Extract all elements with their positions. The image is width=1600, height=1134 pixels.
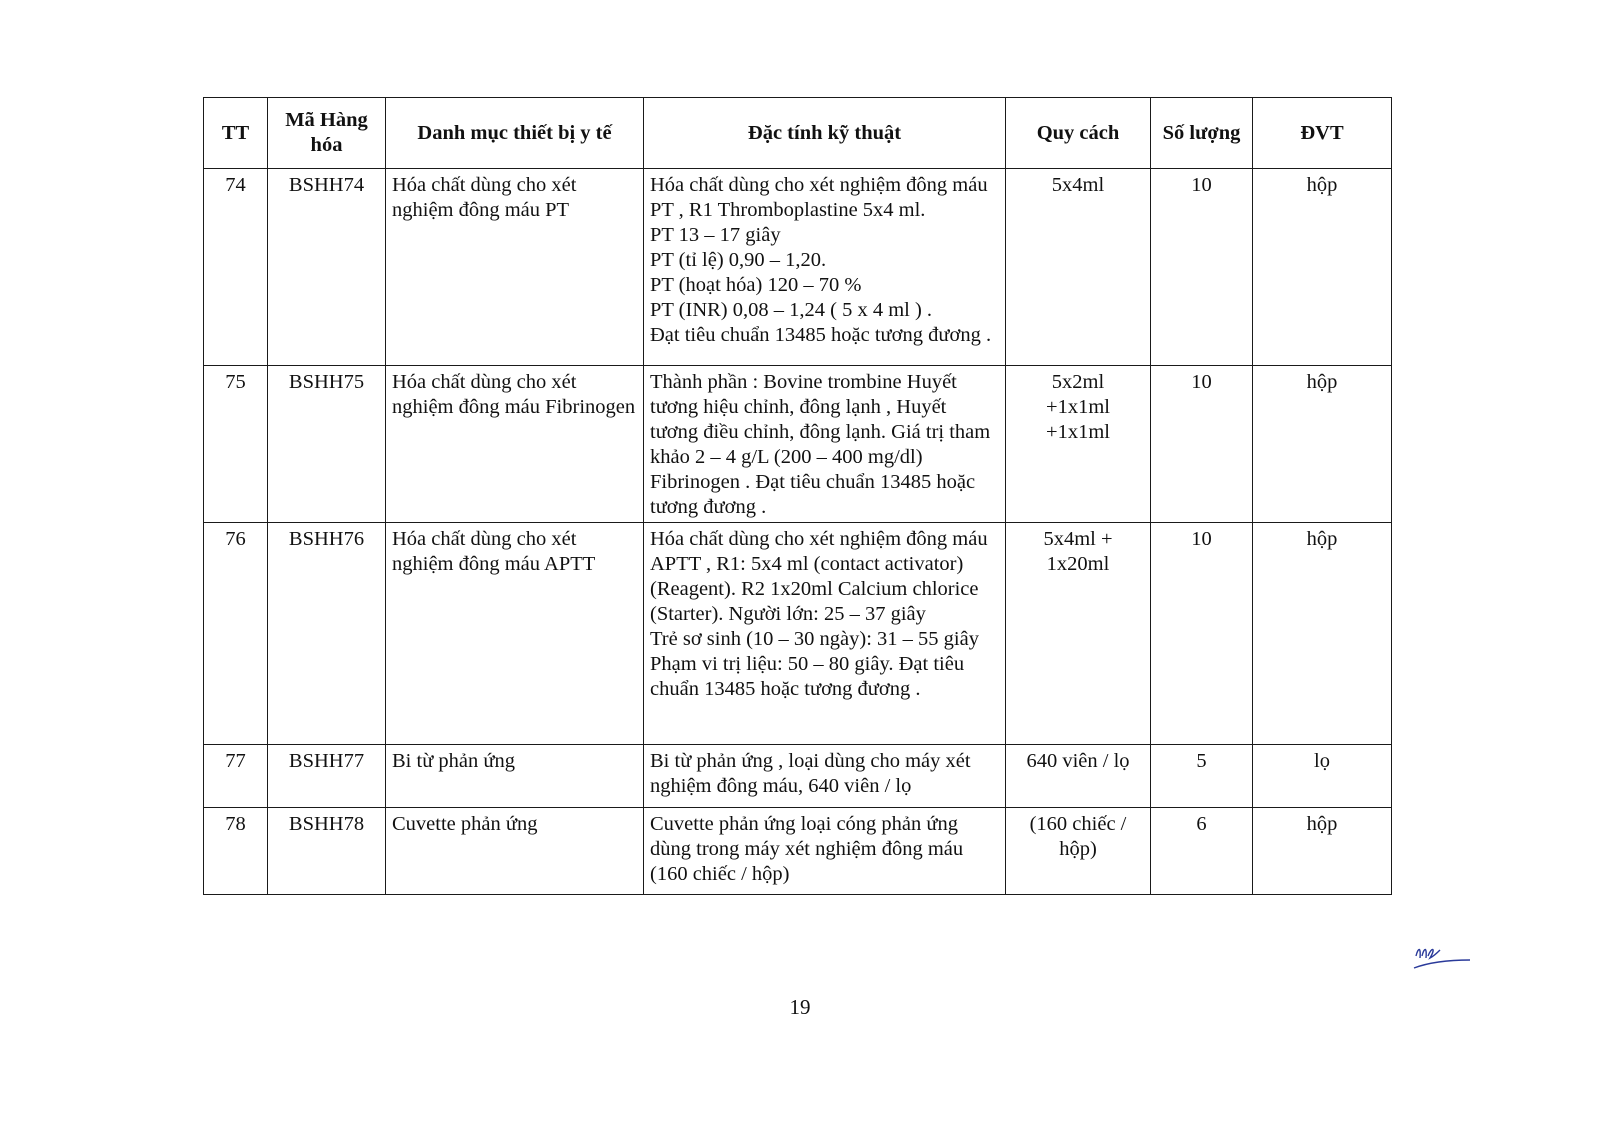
table-row: [204, 808, 1392, 895]
cell-name: Cuvette phản ứng: [386, 808, 644, 895]
cell-unit: hộp: [1253, 523, 1392, 745]
signature-initials-mark: [1412, 938, 1472, 974]
cell-code: BSHH75: [268, 366, 386, 523]
cell-qty: 10: [1151, 169, 1253, 366]
cell-qty: 5: [1151, 745, 1253, 808]
cell-pack: 5x4ml: [1006, 169, 1151, 366]
cell-spec: [644, 523, 1006, 745]
header-qty: Số lượng: [1151, 98, 1253, 169]
header-spec: Đặc tính kỹ thuật: [644, 98, 1006, 169]
pack-line: +1x1ml: [1046, 421, 1110, 443]
spec-line: Bi từ phản ứng , loại dùng cho máy xét nghiệm đông máu, 640 viên / lọ: [650, 750, 971, 797]
cell-unit: hộp: [1253, 169, 1392, 366]
spec-line: Đạt tiêu chuẩn 13485 hoặc tương đương .: [650, 324, 992, 346]
cell-name: Hóa chất dùng cho xét nghiệm đông máu APTT: [386, 523, 644, 745]
cell-pack: [1006, 366, 1151, 523]
spec-line: Cuvette phản ứng loại cóng phản ứng dùng trong máy xét nghiệm đông máu (160 chiếc / hộp): [650, 813, 964, 885]
pack-line: hộp): [1059, 838, 1097, 860]
header-tt: TT: [204, 98, 268, 169]
cell-qty: 10: [1151, 523, 1253, 745]
cell-spec: [644, 366, 1006, 523]
cell-pack: [1006, 745, 1151, 808]
cell-unit: hộp: [1253, 808, 1392, 895]
header-name: Danh mục thiết bị y tế: [386, 98, 644, 169]
spec-line: Thành phần : Bovine trombine Huyết tương hiệu chỉnh, đông lạnh , Huyết tương điều chỉnh, đông lạnh. Giá trị tham khảo 2 – 4 g/L (200 – 400 mg/dl) Fibrinogen . Đạt tiêu chuẩn 13485 hoặc tương đương .: [650, 371, 991, 518]
pack-line: 1x20ml: [1046, 553, 1110, 575]
cell-name: Hóa chất dùng cho xét nghiệm đông máu PT: [386, 169, 644, 366]
spec-line: Phạm vi trị liệu: 50 – 80 giây. Đạt tiêu chuẩn 13485 hoặc tương đương .: [650, 653, 965, 700]
cell-spec: [644, 808, 1006, 895]
spec-line: PT (tỉ lệ) 0,90 – 1,20.: [650, 249, 827, 271]
pack-line: 640 viên / lọ: [1026, 750, 1130, 772]
pack-line: (160 chiếc /: [1029, 813, 1127, 835]
spec-line: PT 13 – 17 giây: [650, 224, 781, 246]
cell-code: BSHH76: [268, 523, 386, 745]
table-row: [204, 169, 1392, 366]
cell-code: BSHH74: [268, 169, 386, 366]
cell-tt: 75: [204, 366, 268, 523]
cell-pack: [1006, 808, 1151, 895]
cell-spec: [644, 169, 1006, 366]
pack-line: +1x1ml: [1046, 396, 1110, 418]
spec-line: Hóa chất dùng cho xét nghiệm đông máu APTT , R1: 5x4 ml (contact activator) (Reagent). R2 1x20ml Calcium chlorice (Starter). Người lớn: 25 – 37 giây: [650, 528, 988, 625]
cell-name: Hóa chất dùng cho xét nghiệm đông máu Fibrinogen: [386, 366, 644, 523]
table-row: [204, 523, 1392, 745]
cell-unit: hộp: [1253, 366, 1392, 523]
cell-code: BSHH77: [268, 745, 386, 808]
cell-tt: 78: [204, 808, 268, 895]
table-header-row: [204, 98, 1392, 169]
spec-line: Trẻ sơ sinh (10 – 30 ngày): 31 – 55 giây: [650, 628, 979, 650]
spec-line: PT (hoạt hóa) 120 – 70 %: [650, 274, 862, 296]
table-row: [204, 366, 1392, 523]
cell-tt: 76: [204, 523, 268, 745]
header-code: Mã Hàng hóa: [268, 98, 386, 169]
cell-spec: [644, 745, 1006, 808]
cell-code: BSHH78: [268, 808, 386, 895]
header-pack: Quy cách: [1006, 98, 1151, 169]
cell-pack: [1006, 523, 1151, 745]
cell-name: Bi từ phản ứng: [386, 745, 644, 808]
cell-tt: 77: [204, 745, 268, 808]
equipment-table: [203, 97, 1392, 895]
cell-qty: 10: [1151, 366, 1253, 523]
page-number: 19: [789, 995, 811, 1019]
cell-tt: 74: [204, 169, 268, 366]
table-row: [204, 745, 1392, 808]
header-unit: ĐVT: [1253, 98, 1392, 169]
cell-qty: 6: [1151, 808, 1253, 895]
pack-line: 5x2ml: [1051, 371, 1105, 393]
spec-line: Hóa chất dùng cho xét nghiệm đông máu PT , R1 Thromboplastine 5x4 ml.: [650, 174, 988, 221]
spec-line: PT (INR) 0,08 – 1,24 ( 5 x 4 ml ) .: [650, 299, 933, 321]
pack-line: 5x4ml +: [1043, 528, 1113, 550]
cell-unit: lọ: [1253, 745, 1392, 808]
